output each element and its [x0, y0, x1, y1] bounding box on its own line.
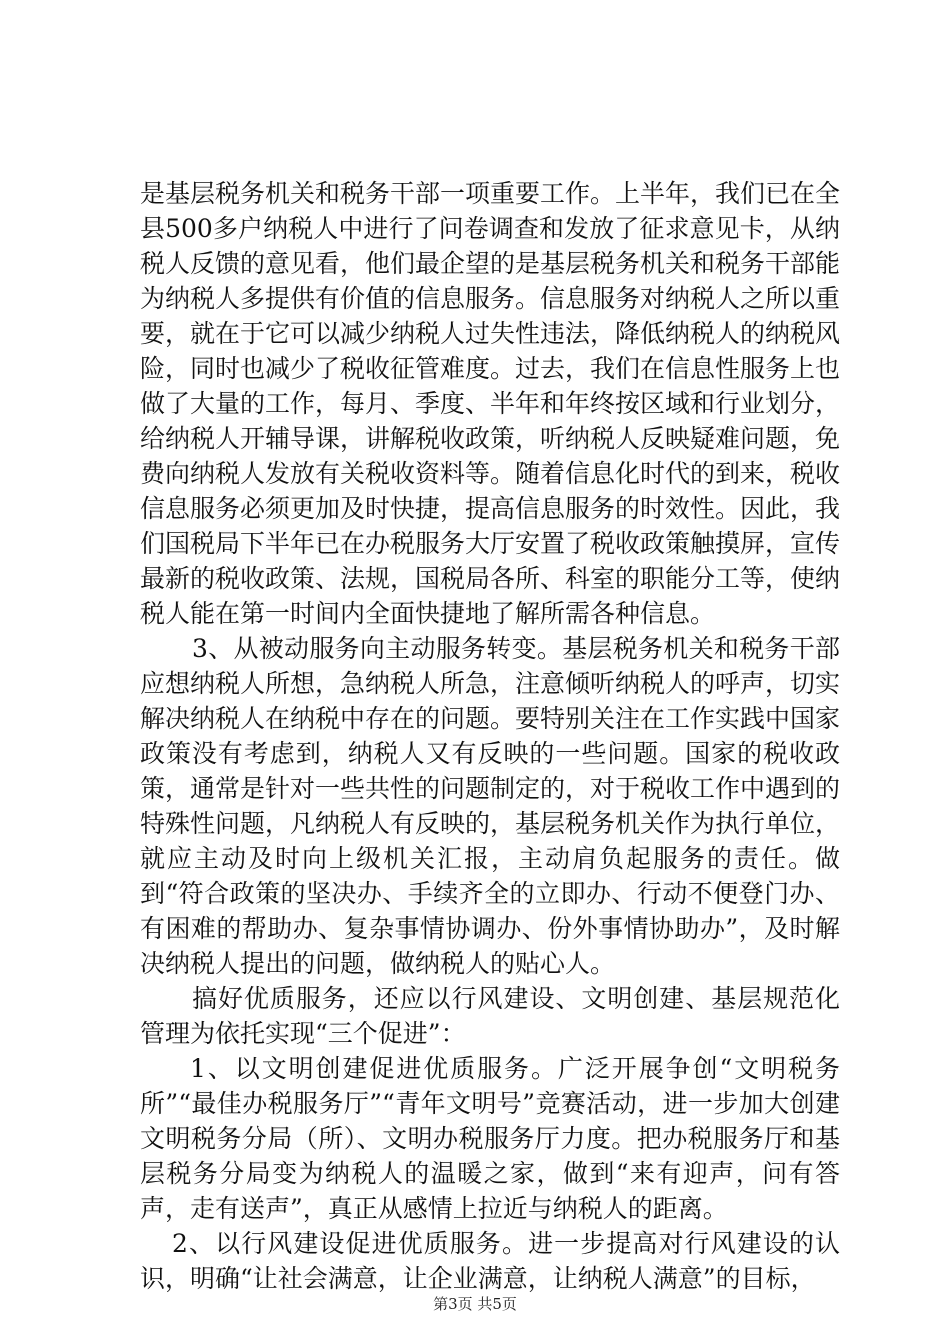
document-body [140, 176, 840, 1296]
paragraph-civilization-creation: 1、以文明创建促进优质服务。广泛开展争创“文明税务所”“最佳办税服务厅”“青年文明号”竞赛活动，进一步加大创建文明税务分局（所）、文明办税服务厅力度。把办税服务厅和基层税务分局变为纳税人的温暖之家，做到“来有迎声，问有答声，走有送声”，真正从感情上拉近与纳税人的距离。 [140, 1054, 840, 1223]
paragraph-three-promotions: 搞好优质服务，还应以行风建设、文明创建、基层规范化管理为依托实现“三个促进”： [140, 984, 840, 1048]
page-footer: 第3页 共5页 [433, 1295, 517, 1313]
paragraph-info-service: 是基层税务机关和税务干部一项重要工作。上半年，我们已在全县500多户纳税人中进行了问卷调查和发放了征求意见卡，从纳税人反馈的意见看，他们最企望的是基层税务机关和税务干部能为纳税人多提供有价值的信息服务。信息服务对纳税人之所以重要，就在于它可以减少纳税人过失性违法，降低纳税人的纳税风险，同时也减少了税收征管难度。过去，我们在信息性服务上也做了大量的工作，每月、季度、半年和年终按区域和行业划分，给纳税人开辅导课，讲解税收政策，听纳税人反映疑难问题，免费向纳税人发放有关税收资料等。随着信息化时代的到来，税收信息服务必须更加及时快捷，提高信息服务的时效性。因此，我们国税局下半年已在办税服务大厅安置了税收政策触摸屏，宣传最新的税收政策、法规，国税局各所、科室的职能分工等，使纳税人能在第一时间内全面快捷地了解所需各种信息。 [140, 179, 841, 628]
paragraph-conduct-building: 2、以行风建设促进优质服务。进一步提高对行风建设的认识，明确“让社会满意，让企业满意，让纳税人满意”的目标， [140, 1229, 840, 1293]
paragraph-active-service: 3、从被动服务向主动服务转变。基层税务机关和税务干部应想纳税人所想，急纳税人所急，注意倾听纳税人的呼声，切实解决纳税人在纳税中存在的问题。要特别关注在工作实践中国家政策没有考虑到，纳税人又有反映的一些问题。国家的税收政策，通常是针对一些共性的问题制定的，对于税收工作中遇到的特殊性问题，凡纳税人有反映的，基层税务机关作为执行单位，就应主动及时向上级机关汇报，主动肩负起服务的责任。做到“符合政策的坚决办、手续齐全的立即办、行动不便登门办、有困难的帮助办、复杂事情协调办、份外事情协助办”，及时解决纳税人提出的问题，做纳税人的贴心人。 [140, 634, 841, 978]
